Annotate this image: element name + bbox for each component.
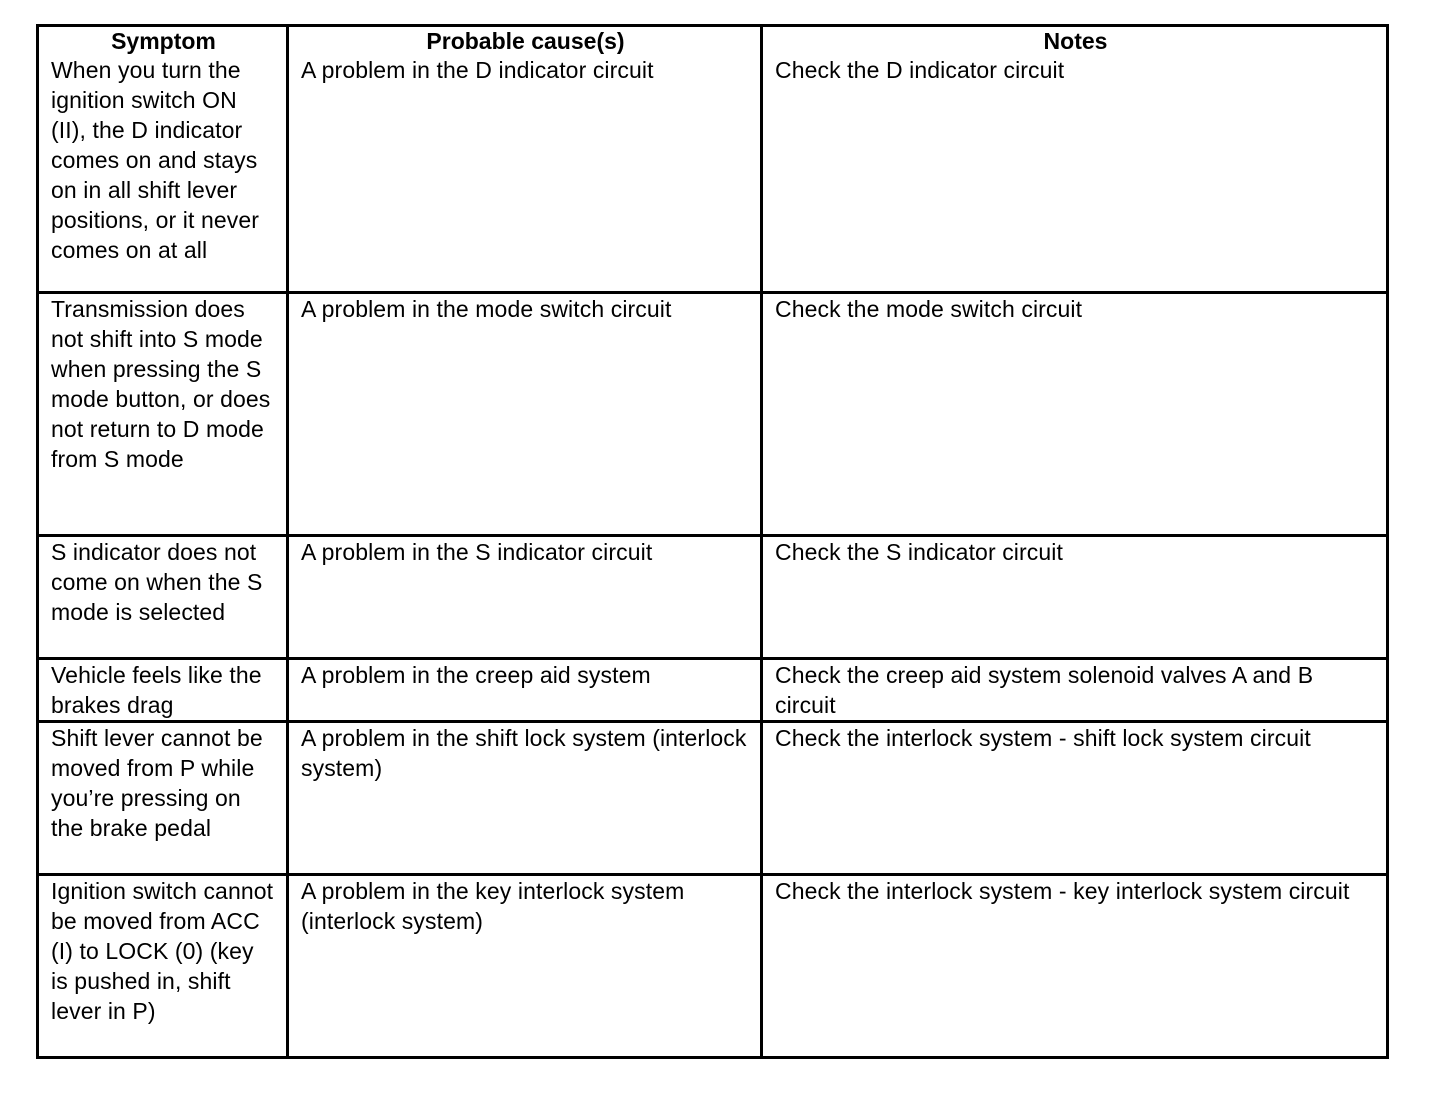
symptom-cell: Vehicle feels like the brakes drag <box>38 659 288 722</box>
cause-cell: A problem in the D indicator circuit <box>288 55 762 293</box>
cause-cell: A problem in the key interlock system (interlock system) <box>288 875 762 1058</box>
cause-cell: A problem in the S indicator circuit <box>288 536 762 659</box>
symptom-cell: Ignition switch cannot be moved from ACC (I) to LOCK (0) (key is pushed in, shift lever in P) <box>38 875 288 1058</box>
table-row <box>38 536 1388 659</box>
symptom-cell: When you turn the ignition switch ON (II), the D indicator comes on and stays on in all shift lever positions, or it never comes on at all <box>38 55 288 293</box>
table-row <box>38 875 1388 1058</box>
symptom-cell: Shift lever cannot be moved from P while you’re pressing on the brake pedal <box>38 722 288 875</box>
cause-cell: A problem in the mode switch circuit <box>288 293 762 536</box>
troubleshooting-table <box>36 24 1389 1059</box>
notes-cell: Check the creep aid system solenoid valves A and B circuit <box>762 659 1388 722</box>
table-row <box>38 659 1388 722</box>
symptom-cell: Transmission does not shift into S mode when pressing the S mode button, or does not return to D mode from S mode <box>38 293 288 536</box>
notes-cell: Check the interlock system - key interlock system circuit <box>762 875 1388 1058</box>
header-notes: Notes <box>762 26 1388 56</box>
cause-cell: A problem in the creep aid system <box>288 659 762 722</box>
header-probable-cause: Probable cause(s) <box>288 26 762 56</box>
cause-cell: A problem in the shift lock system (interlock system) <box>288 722 762 875</box>
table-row <box>38 293 1388 536</box>
header-row <box>38 26 1388 56</box>
notes-cell: Check the interlock system - shift lock system circuit <box>762 722 1388 875</box>
table-row <box>38 55 1388 293</box>
symptom-cell: S indicator does not come on when the S mode is selected <box>38 536 288 659</box>
notes-cell: Check the mode switch circuit <box>762 293 1388 536</box>
header-symptom: Symptom <box>38 26 288 56</box>
notes-cell: Check the D indicator circuit <box>762 55 1388 293</box>
table-row <box>38 722 1388 875</box>
notes-cell: Check the S indicator circuit <box>762 536 1388 659</box>
